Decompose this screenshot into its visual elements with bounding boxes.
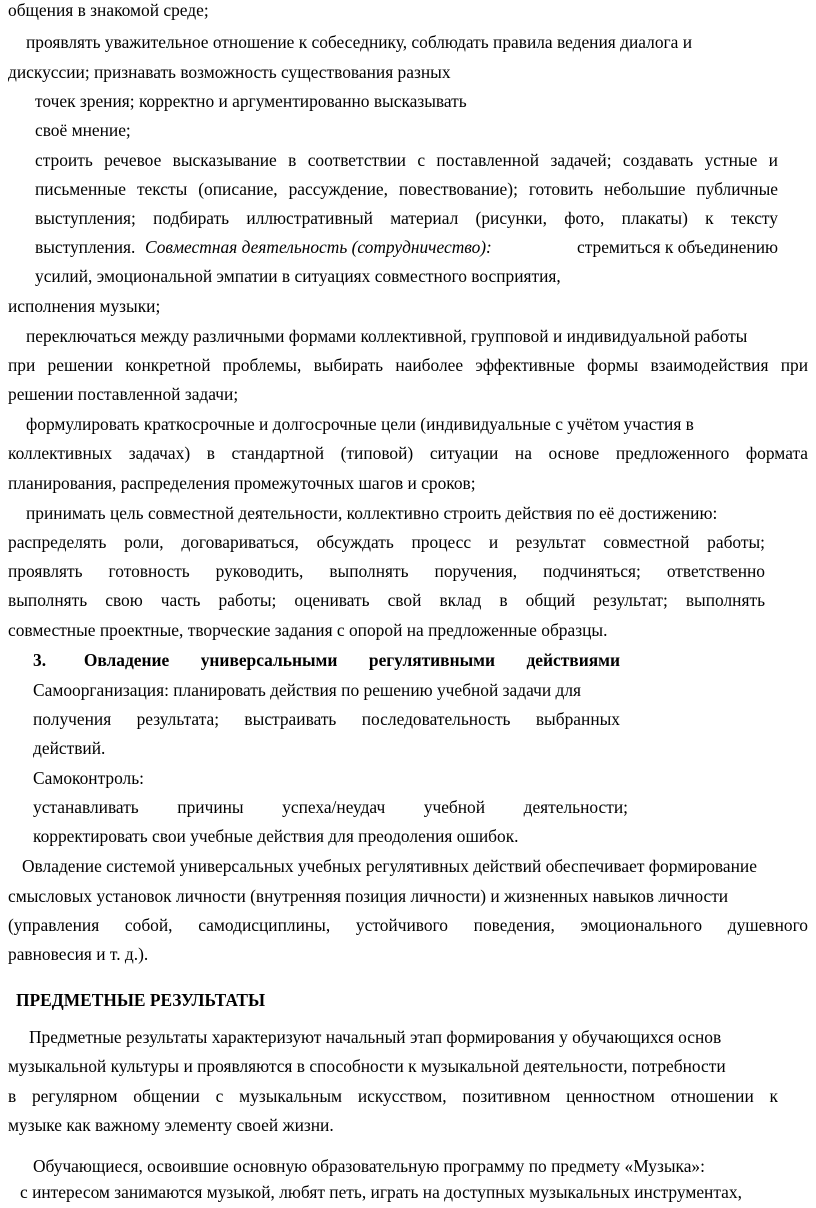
- text-line: выступления; подбирать иллюстративный материал (рисунки, фото, плакаты) к тексту: [35, 208, 778, 228]
- text-line: принимать цель совместной деятельности, коллективно строить действия по её достижению:: [26, 503, 718, 523]
- text-line: корректировать свои учебные действия для преодоления ошибок.: [33, 826, 519, 846]
- text-line: дискуссии; признавать возможность существования разных: [8, 62, 451, 82]
- section-heading: 3. Овладение универсальными регулятивными действиями: [33, 650, 620, 670]
- text-line: Самоконтроль:: [33, 768, 145, 788]
- text-line: музыке как важному элементу своей жизни.: [8, 1115, 334, 1135]
- text-line: в регулярном общении с музыкальным искусством, позитивном ценностном отношении к: [8, 1086, 778, 1106]
- text-line: равновесия и т. д.).: [8, 944, 149, 964]
- text-line: получения результата; выстраивать последовательность выбранных: [33, 709, 620, 729]
- text-line: Овладение системой универсальных учебных регулятивных действий обеспечивает формирование: [22, 856, 757, 876]
- text-line: своё мнение;: [35, 120, 131, 140]
- text-line: коллективных задачах) в стандартной (типовой) ситуации на основе предложенного формата: [8, 443, 808, 463]
- text-line: усилий, эмоциональной эмпатии в ситуациях совместного восприятия,: [35, 266, 561, 286]
- text-line: совместные проектные, творческие задания с опорой на предложенные образцы.: [8, 620, 608, 640]
- text-line: устанавливать причины успеха/неудач учебной деятельности;: [33, 797, 628, 817]
- text-line: Предметные результаты характеризуют начальный этап формирования у обучающихся основ: [29, 1027, 722, 1047]
- italic-heading: Совместная деятельность (сотрудничество):: [145, 237, 492, 257]
- text-line: переключаться между различными формами коллективной, групповой и индивидуальной работы: [26, 326, 748, 346]
- text-line: точек зрения; корректно и аргументированно высказывать: [35, 91, 467, 111]
- text-line: общения в знакомой среде;: [8, 0, 209, 20]
- text-line: смысловых установок личности (внутренняя позиция личности) и жизненных навыков личности: [8, 886, 729, 906]
- text-line: исполнения музыки;: [8, 296, 161, 316]
- text-line: Самоорганизация: планировать действия по решению учебной задачи для: [33, 680, 582, 700]
- text-line: при решении конкретной проблемы, выбирать наиболее эффективные формы взаимодействия при: [8, 355, 808, 375]
- text-line: музыкальной культуры и проявляются в способности к музыкальной деятельности, потребности: [8, 1056, 726, 1076]
- text-line: выполнять свою часть работы; оценивать свой вклад в общий результат; выполнять: [8, 590, 765, 610]
- mixed-line: [35, 237, 778, 257]
- text-line: проявлять уважительное отношение к собеседнику, соблюдать правила ведения диалога и: [26, 32, 693, 52]
- text-line: планирования, распределения промежуточных шагов и сроков;: [8, 473, 476, 493]
- text-fragment: стремиться к объединению: [576, 237, 778, 257]
- text-line: (управления собой, самодисциплины, устойчивого поведения, эмоционального душевного: [8, 915, 808, 935]
- text-line: распределять роли, договариваться, обсуждать процесс и результат совместной работы;: [8, 532, 765, 552]
- text-fragment: выступления.: [35, 237, 136, 257]
- text-line: с интересом занимаются музыкой, любят петь, играть на доступных музыкальных инструментах,: [20, 1182, 742, 1202]
- text-line: проявлять готовность руководить, выполнять поручения, подчиняться; ответственно: [8, 561, 765, 581]
- text-line: строить речевое высказывание в соответствии с поставленной задачей; создавать устные и: [35, 150, 778, 170]
- text-line: письменные тексты (описание, рассуждение, повествование); готовить небольшие публичные: [35, 179, 778, 199]
- section-title: ПРЕДМЕТНЫЕ РЕЗУЛЬТАТЫ: [16, 990, 266, 1010]
- text-line: формулировать краткосрочные и долгосрочные цели (индивидуальные с учётом участия в: [26, 414, 694, 434]
- text-line: действий.: [33, 738, 106, 758]
- text-line: решении поставленной задачи;: [8, 384, 239, 404]
- text-line: Обучающиеся, освоившие основную образовательную программу по предмету «Музыка»:: [33, 1156, 705, 1176]
